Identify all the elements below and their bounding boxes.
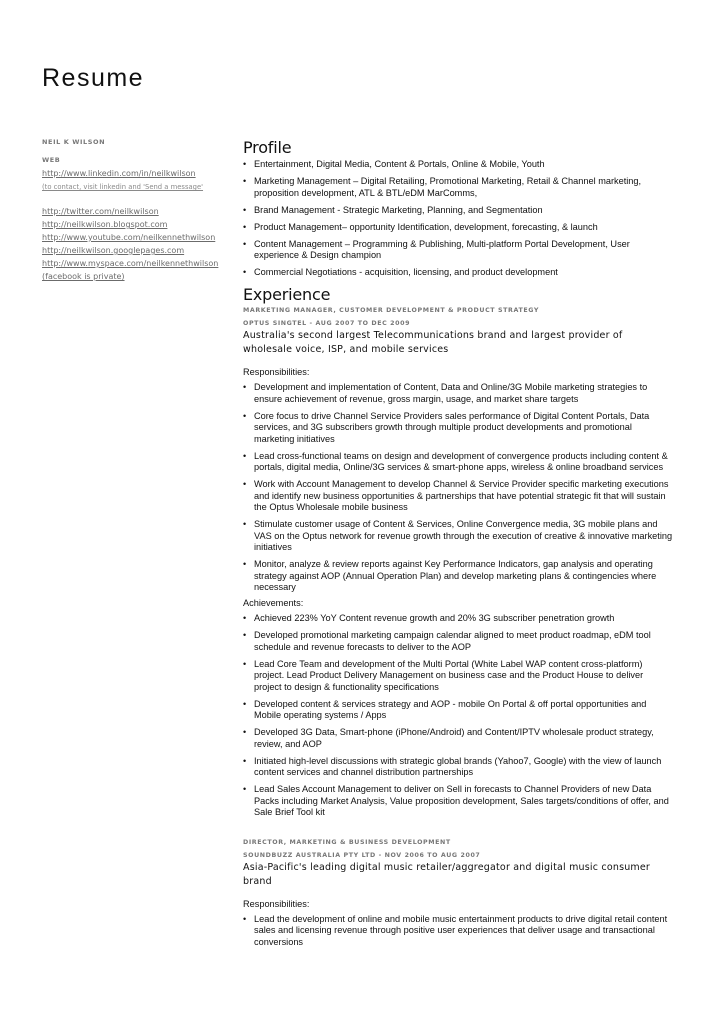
achievement-item: • Achieved 223% YoY Content revenue growth and 20% 3G subscriber penetration growth xyxy=(243,613,673,625)
myspace-link[interactable]: http://www.myspace.com/neilkennethwilson xyxy=(42,259,219,268)
page-title: Resume xyxy=(42,64,145,92)
googlepages-link[interactable]: http://neilkwilson.googlepages.com xyxy=(42,246,185,255)
achievements-list xyxy=(243,613,673,819)
achievement-item: • Developed promotional marketing campaign calendar aligned to meet product roadmap, eDM tool schedule and revenue forecasts to deliver to the AOP xyxy=(243,630,673,653)
responsibilities-label: Responsibilities: xyxy=(243,898,310,909)
job-description: Australia's second largest Telecommunications brand and largest provider of wholesale voice, ISP, and mobile services xyxy=(243,330,623,355)
job-title: DIRECTOR, MARKETING & BUSINESS DEVELOPMENT xyxy=(243,838,451,846)
job-company: OPTUS SINGTEL - AUG 2007 TO DEC 2009 xyxy=(243,320,411,327)
web-links-list xyxy=(42,205,222,283)
achievement-item: • Lead Core Team and development of the Multi Portal (White Label WAP content cross-platform) project. Lead Product Delivery Management on business case and the Product House to deliver project to design & functionality specifications xyxy=(243,659,673,694)
responsibility-item: • Lead cross-functional teams on design and development of convergence products including content & portals, digital media, Online/3G services & smart-phone apps, wireless & online broadband services xyxy=(243,451,673,474)
achievement-item: • Developed 3G Data, Smart-phone (iPhone/Android) and Content/IPTV wholesale product strategy, review, and AOP xyxy=(243,727,673,750)
job-soundbuzz xyxy=(243,839,673,949)
profile-item: • Marketing Management – Digital Retailing, Promotional Marketing, Retail & Channel marketing, proposition development, ATL & BTL/eDM MarComms, xyxy=(243,176,673,199)
profile-list xyxy=(243,159,673,279)
contact-name: NEIL K WILSON xyxy=(42,138,106,146)
web-label: WEB xyxy=(42,156,61,164)
youtube-link[interactable]: http://www.youtube.com/neilkennethwilson xyxy=(42,233,216,242)
responsibility-item: • Monitor, analyze & review reports against Key Performance Indicators, gap analysis and operating strategy against AOP (Annual Operation Plan) and develop marketing plans & contingencies where necessary xyxy=(243,559,673,594)
job-company: SOUNDBUZZ AUSTRALIA PTY LTD - NOV 2006 TO AUG 2007 xyxy=(243,851,481,859)
responsibilities-list xyxy=(243,382,673,594)
job-title: MARKETING MANAGER, CUSTOMER DEVELOPMENT & PRODUCT STRATEGY xyxy=(243,307,540,314)
responsibilities-list xyxy=(243,914,673,949)
facebook-note[interactable]: (facebook is private) xyxy=(42,272,125,281)
achievement-item: • Initiated high-level discussions with strategic global brands (Yahoo7, Google) with the view of launch content services and channel distribution partnerships xyxy=(243,756,673,779)
job-optus xyxy=(243,307,673,819)
responsibility-item: • Work with Account Management to develop Channel & Service Provider specific marketing executions and identify new business opportunities & partnerships that have potential strategic fit that will sustain the Optus Wholesale mobile business xyxy=(243,479,673,514)
profile-item: • Product Management– opportunity Identification, development, forecasting, & launch xyxy=(243,222,673,234)
responsibility-item: • Stimulate customer usage of Content & Services, Online Convergence media, 3G mobile plans and VAS on the Optus network for revenue growth through the execution of creative & innovative marketing initiatives xyxy=(243,519,673,554)
responsibility-item: • Core focus to drive Channel Service Providers sales performance of Digital Content Portals, Data services, and 3G subscribers growth through multiple product developments and promotional marketing initiatives xyxy=(243,411,673,446)
resume-main xyxy=(243,137,673,954)
achievements-label: Achievements: xyxy=(243,598,304,608)
job-description: Asia-Pacific's leading digital music retailer/aggregator and digital music consumer brand xyxy=(243,861,651,887)
linkedin-note: (to contact, visit linkedin and 'Send a message' xyxy=(42,183,204,191)
contact-sidebar xyxy=(42,138,222,283)
achievement-item: • Developed content & services strategy and AOP - mobile On Portal & off portal opportunities and Mobile operating systems / Apps xyxy=(243,699,673,722)
responsibility-item: • Lead the development of online and mobile music entertainment products to drive digital retail content sales and licensing revenue through positive user experiences that deliver usage and transactional conversions xyxy=(243,914,673,949)
responsibilities-label: Responsibilities: xyxy=(243,367,310,377)
achievement-item: • Lead Sales Account Management to deliver on Sell in forecasts to Channel Providers of new Data Packs including Market Analysis, Value proposition development, Sales targets/conditions of offer, and Sale Brief Tool kit xyxy=(243,784,673,819)
profile-item: • Commercial Negotiations - acquisition, licensing, and product development xyxy=(243,267,673,279)
twitter-link[interactable]: http://twitter.com/neilkwilson xyxy=(42,207,159,216)
linkedin-link[interactable]: http://www.linkedin.com/in/neilkwilson xyxy=(42,169,196,178)
blogspot-link[interactable]: http://neilkwilson.blogspot.com xyxy=(42,220,168,229)
experience-heading: Experience xyxy=(243,285,331,304)
responsibility-item: • Development and implementation of Content, Data and Online/3G Mobile marketing strategies to ensure achievement of revenue, gross margin, usage, and market share targets xyxy=(243,382,673,405)
profile-heading: Profile xyxy=(243,138,292,157)
profile-item: • Entertainment, Digital Media, Content & Portals, Online & Mobile, Youth xyxy=(243,159,673,171)
profile-item: • Content Management – Programming & Publishing, Multi-platform Portal Development, User experience & Design champion xyxy=(243,239,673,262)
profile-item: • Brand Management - Strategic Marketing, Planning, and Segmentation xyxy=(243,205,673,217)
